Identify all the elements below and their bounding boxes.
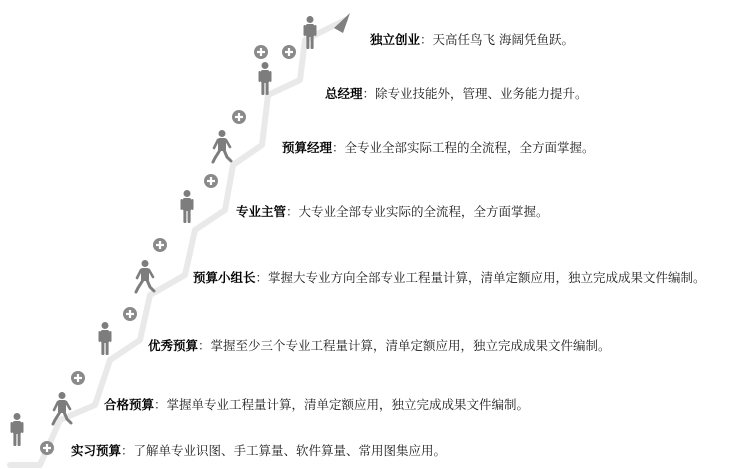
plus-circle-icon bbox=[282, 45, 296, 59]
stage-label-general-manager: 总经理：除专业技能外，管理、业务能力提升。 bbox=[325, 86, 588, 101]
person-icon bbox=[213, 130, 231, 162]
person-icon bbox=[99, 322, 112, 355]
stage-title: 实习预算 bbox=[71, 443, 122, 458]
stage-desc: 大专业全部专业实际的全流程，全方面掌握。 bbox=[298, 204, 549, 219]
plus-circle-icon bbox=[123, 307, 137, 321]
stage-title: 合格预算 bbox=[104, 397, 155, 412]
stage-title: 总经理 bbox=[325, 86, 363, 101]
stage-desc: 了解单专业识图、手工算量、软件算量、常用图集应用。 bbox=[133, 443, 447, 458]
stage-desc: 掌握大专业方向全部专业工程量计算，清单定额应用，独立完成成果文件编制。 bbox=[268, 270, 706, 285]
stage-title: 专业主管 bbox=[236, 204, 287, 219]
plus-circle-icon bbox=[71, 371, 85, 385]
plus-circle-icon bbox=[153, 238, 167, 252]
stage-label-entrepreneur: 独立创业：天高任鸟飞 海阔凭鱼跃。 bbox=[370, 32, 575, 47]
stage-label-supervisor: 专业主管：大专业全部专业实际的全流程，全方面掌握。 bbox=[236, 204, 549, 219]
stage-title: 优秀预算 bbox=[148, 338, 199, 353]
stage-desc: 全专业全部实际工程的全流程，全方面掌握。 bbox=[344, 140, 595, 155]
stage-markers bbox=[11, 16, 317, 455]
stage-label-budget-manager: 预算经理：全专业全部实际工程的全流程，全方面掌握。 bbox=[282, 140, 595, 155]
stage-label-excellent: 优秀预算：掌握至少三个专业工程量计算，清单定额应用，独立完成成果文件编制。 bbox=[148, 338, 611, 353]
person-icon bbox=[181, 190, 194, 223]
plus-circle-icon bbox=[40, 441, 54, 455]
stage-label-team-leader: 预算小组长：掌握大专业方向全部专业工程量计算，清单定额应用，独立完成成果文件编制。 bbox=[193, 270, 706, 285]
plus-circle-icon bbox=[204, 174, 218, 188]
person-icon bbox=[11, 413, 24, 446]
stage-desc: 掌握至少三个专业工程量计算，清单定额应用，独立完成成果文件编制。 bbox=[210, 338, 611, 353]
plus-circle-icon bbox=[254, 45, 268, 59]
stage-label-qualified: 合格预算：掌握单专业工程量计算，清单定额应用，独立完成成果文件编制。 bbox=[104, 397, 530, 412]
stage-title: 独立创业 bbox=[370, 32, 421, 47]
plus-circle-icon bbox=[232, 110, 246, 124]
person-icon bbox=[136, 260, 154, 292]
stage-desc: 天高任鸟飞 海阔凭鱼跃。 bbox=[432, 32, 575, 47]
stage-label-intern: 实习预算：了解单专业识图、手工算量、软件算量、常用图集应用。 bbox=[71, 443, 447, 458]
stage-desc: 除专业技能外，管理、业务能力提升。 bbox=[375, 86, 588, 101]
person-icon bbox=[259, 62, 272, 95]
stage-desc: 掌握单专业工程量计算，清单定额应用，独立完成成果文件编制。 bbox=[166, 397, 530, 412]
stage-title: 预算小组长 bbox=[193, 270, 256, 285]
stage-title: 预算经理 bbox=[282, 140, 333, 155]
